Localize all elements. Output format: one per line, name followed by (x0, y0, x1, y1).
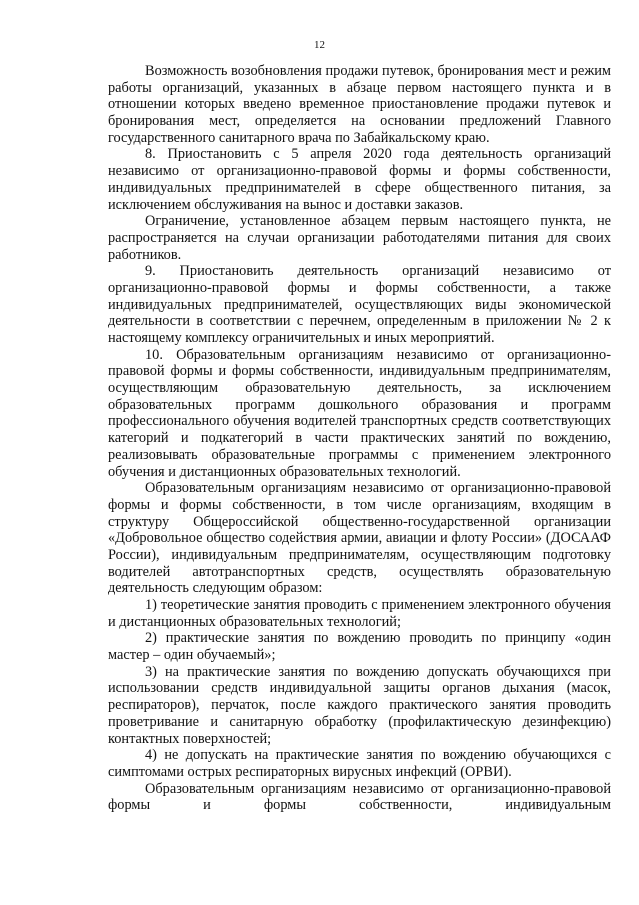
page-number: 12 (314, 39, 325, 51)
paragraph-item-8: 8. Приостановить с 5 апреля 2020 года деятельность организаций независимо от организационно-правовой формы и формы собственности, индивидуальных предпринимателей в сфере общественного питания, за исключением обслуживания на вынос и доставки заказов. (108, 146, 611, 213)
list-item-2: 2) практические занятия по вождению проводить по принципу «один мастер – один обучаемый»; (108, 630, 611, 664)
paragraph-item-8-exception: Ограничение, установленное абзацем первым настоящего пункта, не распространяется на случаи организации работодателями питания для своих работников. (108, 213, 611, 263)
paragraph-continued: Образовательным организациям независимо от организационно-правовой формы и формы собственности, индивидуальным (108, 780, 611, 814)
document-body (108, 63, 611, 814)
paragraph-item-10: 10. Образовательным организациям независимо от организационно-правовой формы и формы собственности, индивидуальным предпринимателям, осуществляющим образовательную деятельность, за исключением образовательных программ дошкольного образования и программ профессионального обучения водителей транспортных средств соответствующих категорий и подкатегорий в части практических занятий по вождению, реализовывать образовательные программы с применением электронного обучения и дистанционных образовательных технологий. (108, 346, 611, 480)
paragraph-item-9: 9. Приостановить деятельность организаций независимо от организационно-правовой формы и формы собственности, а также индивидуальных предпринимателей, осуществляющих виды экономической деятельности в соответствии с перечнем, определенным в приложении № 2 к настоящему комплексу ограничительных и иных мероприятий. (108, 263, 611, 346)
list-item-3: 3) на практические занятия по вождению допускать обучающихся при использовании средств индивидуальной защиты органов дыхания (масок, респираторов), перчаток, после каждого практического занятия проводить проветривание и санитарную обработку (профилактическую дезинфекцию) контактных поверхностей; (108, 663, 611, 747)
list-item-4: 4) не допускать на практические занятия по вождению обучающихся с симптомами острых респираторных вирусных инфекций (ОРВИ). (108, 747, 611, 780)
paragraph-resumption-of-sales: Возможность возобновления продажи путевок, бронирования мест и режим работы организаций, указанных в абзаце первом настоящего пункта и в отношении которых введено временное приостановление продажи путевок и бронирования мест, определяется на основании предложений Главного государственного санитарного врача по Забайкальскому краю. (108, 63, 611, 146)
list-item-1: 1) теоретические занятия проводить с применением электронного обучения и дистанционных образовательных технологий; (108, 597, 611, 630)
paragraph-driving-schools: Образовательным организациям независимо от организационно-правовой формы и формы собственности, в том числе организациям, входящим в структуру Общероссийской общественно-государственной организации «Добровольное общество содействия армии, авиации и флоту России» (ДОСААФ России), индивидуальным предпринимателям, осуществляющим подготовку водителей автотранспортных средств, осуществлять образовательную деятельность следующим образом: (108, 480, 611, 597)
